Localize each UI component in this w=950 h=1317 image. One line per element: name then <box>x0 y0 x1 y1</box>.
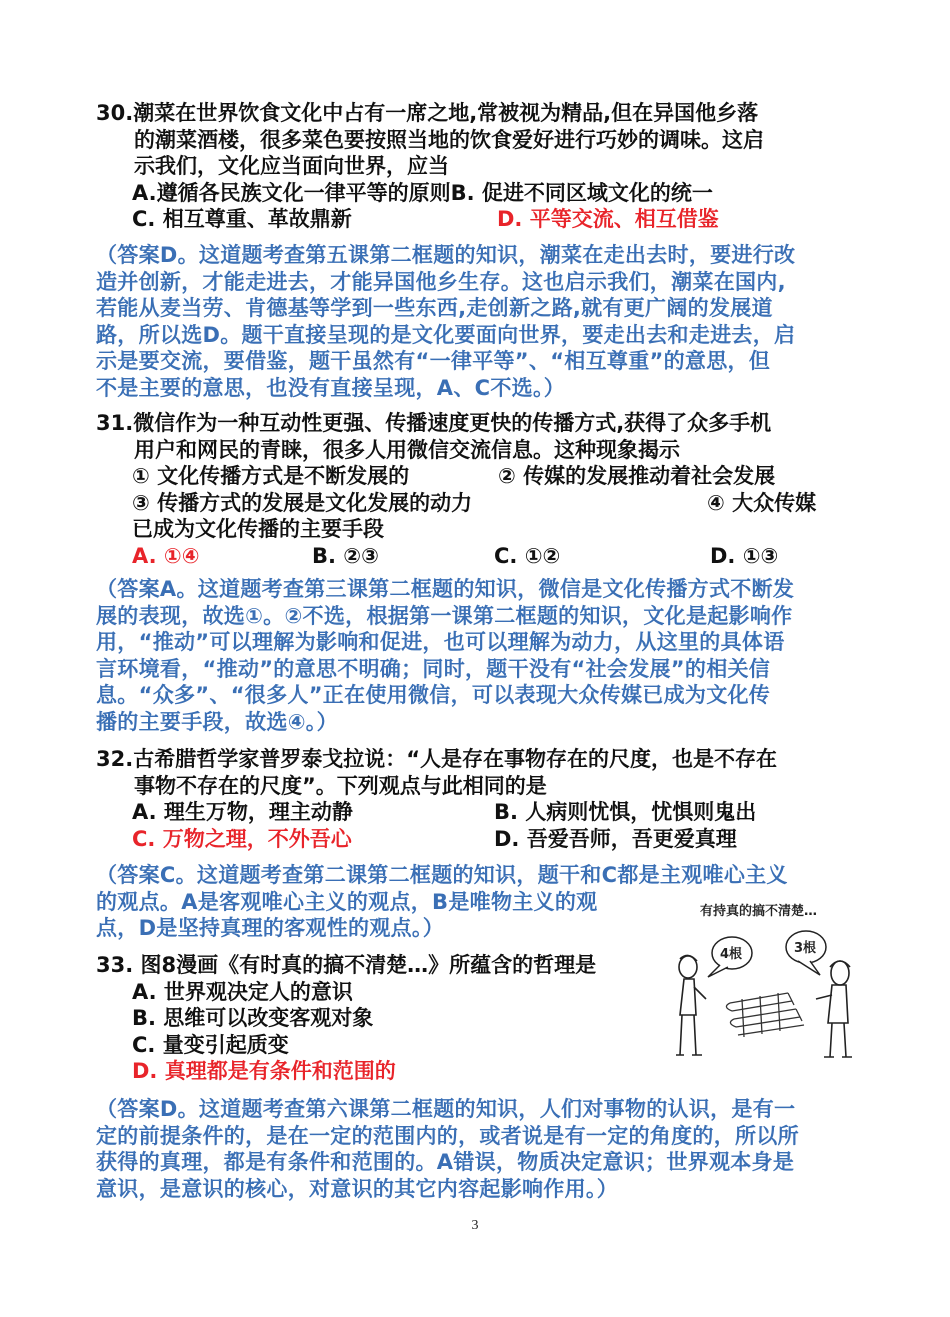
q31-option-d: D. ①③ <box>710 543 779 568</box>
q30-option-c: C. 相互尊重、革故鼎新 <box>132 207 352 231</box>
q33-option-a: A. 世界观决定人的意识 <box>132 979 353 1004</box>
q30-stem-line-3: 示我们，文化应当面向世界，应当 <box>134 154 449 178</box>
q33-option-c: C. 量变引起质变 <box>132 1032 289 1057</box>
q32-option-b: B. 人病则忧惧，忧惧则鬼出 <box>494 800 757 824</box>
comic-caption: 有持真的搞不清楚… <box>700 904 818 919</box>
q31-statement-3: ③ 传播方式的发展是文化发展的动力 <box>132 490 473 515</box>
q31-statement-1: ① 文化传播方式是不断发展的 <box>132 464 410 488</box>
question-32 <box>96 746 856 852</box>
q33-stem: 33. 图8漫画《有时真的搞不清楚…》所蕴含的哲理是 <box>96 953 597 977</box>
q30-answer-line-5: 示是要交流，要借鉴，题干虽然有“一律平等”、“相互尊重”的意思，但 <box>96 349 771 373</box>
q33-option-d-correct: D. 真理都是有条件和范围的 <box>132 1059 396 1083</box>
q32-answer-line-1: （答案C。这道题考查第二课第二框题的知识，题干和C都是主观唯心主义 <box>96 863 788 887</box>
q31-statements-row-1 <box>96 463 856 490</box>
q30-stem-line-2: 的潮菜酒楼，很多菜色要按照当地的饮食爱好进行巧妙的调味。这启 <box>134 127 764 152</box>
page-number: 3 <box>471 1218 479 1233</box>
q30-answer-line-2: 造并创新，才能走进去，才能异国他乡生存。这也启示我们，潮菜在国内, <box>96 269 786 294</box>
q31-answer-line-3: 用，“推动”可以理解为影响和促进，也可以理解为动力，从这里的具体语 <box>96 630 785 654</box>
q32-option-c-correct: C. 万物之理，不外吾心 <box>132 826 352 851</box>
q33-answer-line-4: 意识，是意识的核心，对意识的其它内容起影响作用。） <box>96 1176 618 1201</box>
q31-answer-line-5: 息。“众多”、“很多人”正在使用微信，可以表现大众传媒已成为文化传 <box>96 683 771 707</box>
q30-stem-line-1: 30.潮菜在世界饮食文化中占有一席之地,常被视为精品,但在异国他乡落 <box>96 101 759 125</box>
q32-answer-line-3: 点，D是坚持真理的客观性的观点。） <box>96 916 445 940</box>
q31-option-a-correct: A. ①④ <box>132 543 200 568</box>
comic-illustration <box>670 895 860 1067</box>
q30-option-b: B. 促进不同区域文化的统一 <box>450 180 713 205</box>
q33-option-b: B. 思维可以改变客观对象 <box>132 1006 374 1030</box>
q32-options-row-1 <box>96 799 856 826</box>
q30-option-d-correct: D. 平等交流、相互借鉴 <box>497 207 719 231</box>
q32-stem-line-1: 32.古希腊哲学家普罗泰戈拉说：“人是存在事物存在的尺度，也是不存在 <box>96 747 778 771</box>
q31-statement-2: ② 传媒的发展推动着社会发展 <box>498 464 776 488</box>
q31-statement-4-cont: 已成为文化传播的主要手段 <box>132 517 384 541</box>
q30-answer-line-1: （答案D。这道题考查第五课第二框题的知识，潮菜在走出去时，要进行改 <box>96 243 796 267</box>
q31-options-row <box>96 543 856 570</box>
q33-answer <box>96 1096 856 1202</box>
q32-option-a: A. 理生万物，理主动静 <box>132 800 353 824</box>
q32-stem-line-2: 事物不存在的尺度”。下列观点与此相同的是 <box>134 773 547 798</box>
q31-statements-row-2 <box>96 490 856 517</box>
q30-answer <box>96 242 856 401</box>
question-31 <box>96 410 856 569</box>
q31-option-b: B. ②③ <box>312 543 379 568</box>
q30-options-row-1 <box>96 180 856 207</box>
q31-stem-line-2: 用户和网民的青睐，很多人用微信交流信息。这种现象揭示 <box>134 437 680 462</box>
q31-answer-line-1: （答案A。这道题考查第三课第二框题的知识，微信是文化传播方式不断发 <box>96 577 795 601</box>
q31-answer-line-4: 言环境看，“推动”的意思不明确；同时，题干没有“社会发展”的相关信 <box>96 656 771 681</box>
q30-answer-line-4: 路，所以选D。题干直接呈现的是文化要面向世界，要走出去和走进去，启 <box>96 322 796 347</box>
q30-answer-line-3: 若能从麦当劳、肯德基等学到一些东西,走创新之路,就有更广阔的发展道 <box>96 296 773 320</box>
q31-answer-line-2: 展的表现，故选①。②不选，根据第一课第二框题的知识，文化是起影响作 <box>96 603 793 628</box>
q32-option-d: D. 吾爱吾师，吾更爱真理 <box>494 826 737 851</box>
q33-answer-line-1: （答案D。这道题考查第六课第二框题的知识，人们对事物的认识，是有一 <box>96 1097 796 1121</box>
left-bubble-text: 4根 <box>720 947 743 962</box>
q30-answer-line-6: 不是主要的意思，也没有直接呈现，A、C不选。） <box>96 375 566 400</box>
question-30 <box>96 100 856 233</box>
q33-answer-line-2: 定的前提条件的，是在一定的范围内的，或者说是有一定的角度的，所以所 <box>96 1123 799 1148</box>
q31-statement-4: ④ 大众传媒 <box>707 490 817 515</box>
q31-answer <box>96 576 856 735</box>
q31-answer-line-6: 播的主要手段，故选④。） <box>96 709 338 734</box>
q33-answer-line-3: 获得的真理，都是有条件和范围的。A错误，物质决定意识；世界观本身是 <box>96 1150 795 1174</box>
q30-options-row-2 <box>96 206 856 233</box>
q32-options-row-2 <box>96 826 856 853</box>
right-bubble-text: 3根 <box>794 941 817 956</box>
q30-option-a: A.遵循各民族文化一律平等的原则 <box>132 180 451 205</box>
q31-stem-line-1: 31.微信作为一种互动性更强、传播速度更快的传播方式,获得了众多手机 <box>96 411 772 435</box>
q31-option-c: C. ①② <box>494 543 561 568</box>
q32-answer-line-2: 的观点。A是客观唯心主义的观点，B是唯物主义的观 <box>96 889 598 914</box>
